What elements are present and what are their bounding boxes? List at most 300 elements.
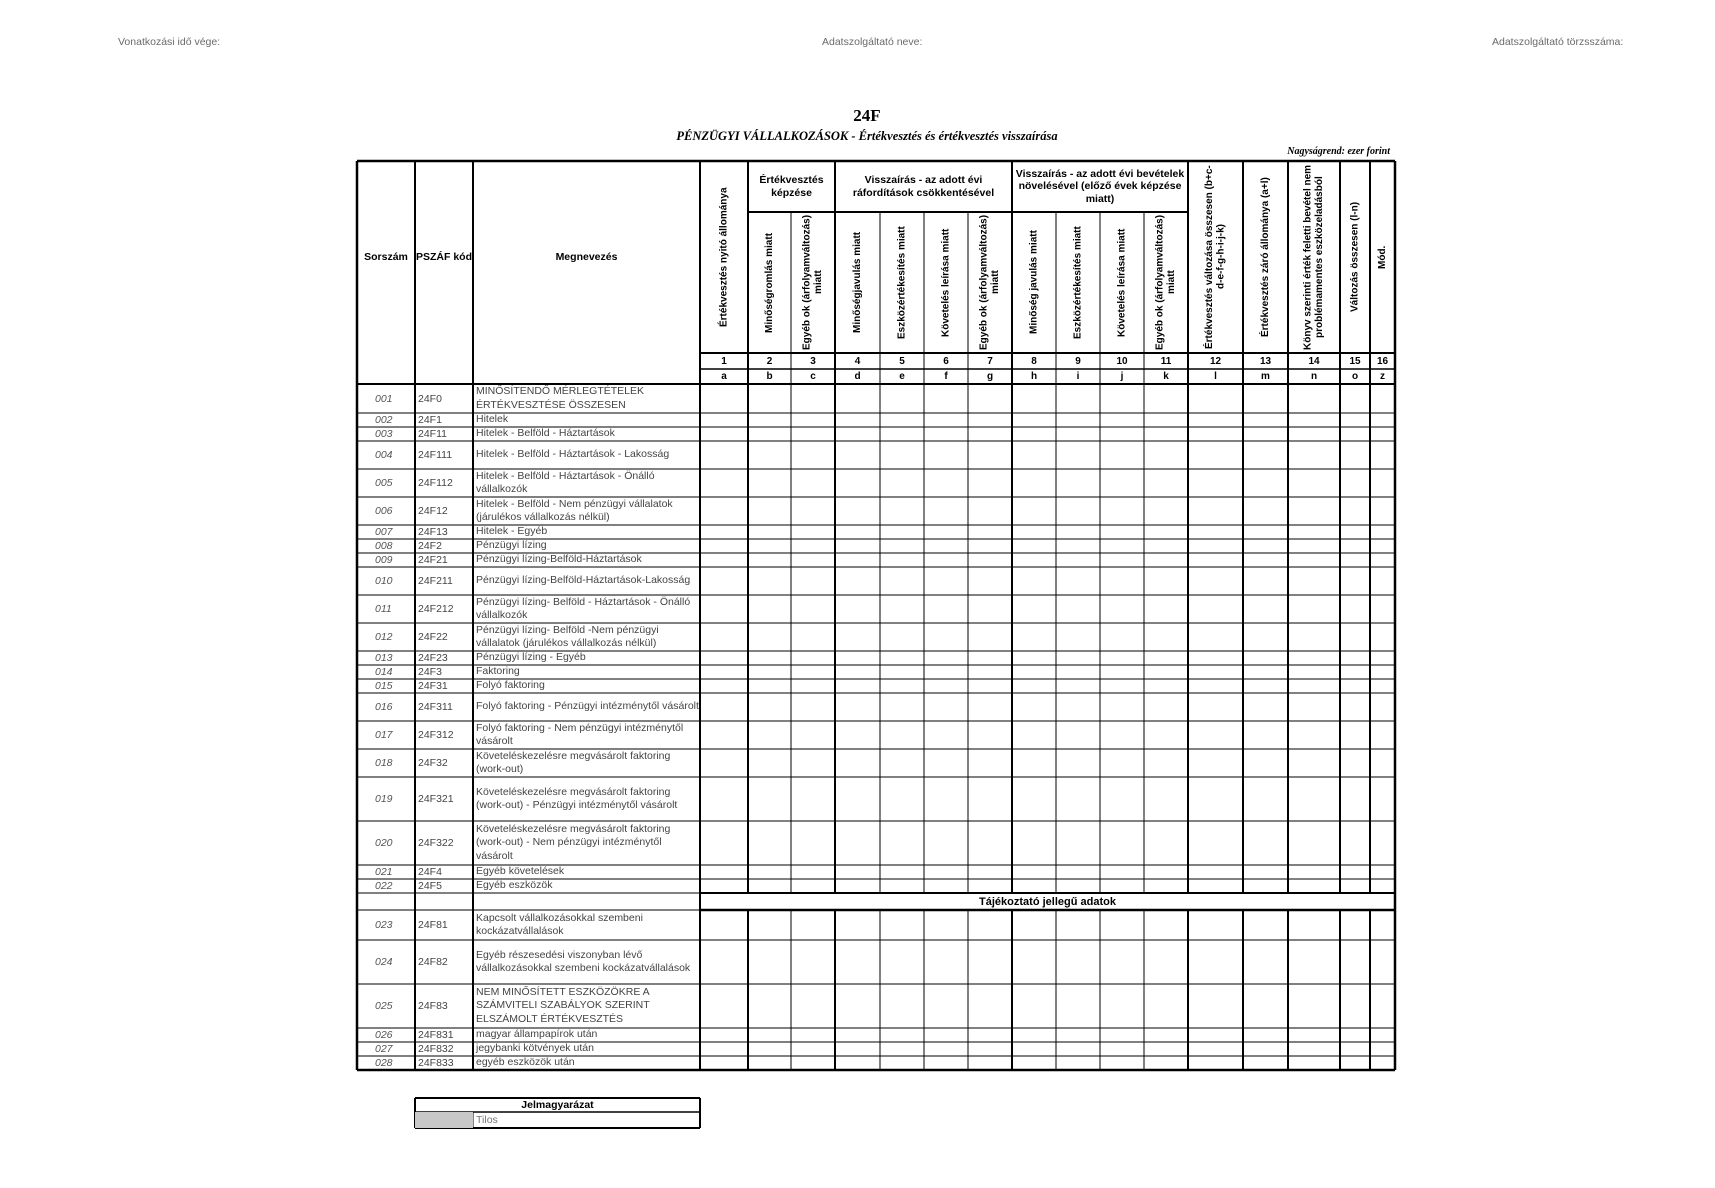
data-cell[interactable] <box>1056 1042 1100 1056</box>
data-cell[interactable] <box>700 413 748 427</box>
data-cell[interactable] <box>1056 721 1100 749</box>
data-cell[interactable] <box>968 665 1012 679</box>
data-cell[interactable] <box>1340 623 1370 651</box>
data-cell[interactable] <box>1288 1056 1340 1070</box>
data-cell[interactable] <box>1243 665 1288 679</box>
data-cell[interactable] <box>1188 384 1243 413</box>
data-cell[interactable] <box>968 595 1012 623</box>
data-cell[interactable] <box>835 427 880 441</box>
data-cell[interactable] <box>791 441 835 469</box>
data-cell[interactable] <box>924 539 968 553</box>
data-cell[interactable] <box>835 525 880 539</box>
data-cell[interactable] <box>924 721 968 749</box>
data-cell[interactable] <box>1370 413 1395 427</box>
data-cell[interactable] <box>880 879 924 893</box>
data-cell[interactable] <box>1370 384 1395 413</box>
data-cell[interactable] <box>835 1042 880 1056</box>
data-cell[interactable] <box>1056 567 1100 595</box>
data-cell[interactable] <box>1012 623 1056 651</box>
data-cell[interactable] <box>1056 441 1100 469</box>
data-cell[interactable] <box>924 427 968 441</box>
data-cell[interactable] <box>700 384 748 413</box>
data-cell[interactable] <box>1188 469 1243 497</box>
data-cell[interactable] <box>1056 865 1100 879</box>
data-cell[interactable] <box>1188 623 1243 651</box>
data-cell[interactable] <box>880 567 924 595</box>
data-cell[interactable] <box>1056 665 1100 679</box>
data-cell[interactable] <box>880 441 924 469</box>
data-cell[interactable] <box>1340 679 1370 693</box>
data-cell[interactable] <box>1243 1056 1288 1070</box>
data-cell[interactable] <box>1340 1028 1370 1042</box>
data-cell[interactable] <box>835 651 880 665</box>
data-cell[interactable] <box>1056 497 1100 525</box>
data-cell[interactable] <box>1340 910 1370 940</box>
data-cell[interactable] <box>835 1056 880 1070</box>
data-cell[interactable] <box>880 940 924 984</box>
data-cell[interactable] <box>1340 525 1370 539</box>
data-cell[interactable] <box>791 821 835 865</box>
data-cell[interactable] <box>1243 984 1288 1028</box>
data-cell[interactable] <box>1188 665 1243 679</box>
data-cell[interactable] <box>700 469 748 497</box>
data-cell[interactable] <box>1340 567 1370 595</box>
data-cell[interactable] <box>880 665 924 679</box>
data-cell[interactable] <box>1370 821 1395 865</box>
data-cell[interactable] <box>1370 984 1395 1028</box>
data-cell[interactable] <box>700 567 748 595</box>
data-cell[interactable] <box>1340 1042 1370 1056</box>
data-cell[interactable] <box>1288 665 1340 679</box>
data-cell[interactable] <box>1340 721 1370 749</box>
data-cell[interactable] <box>924 865 968 879</box>
data-cell[interactable] <box>924 651 968 665</box>
data-cell[interactable] <box>1288 1042 1340 1056</box>
data-cell[interactable] <box>1144 1056 1188 1070</box>
data-cell[interactable] <box>748 427 791 441</box>
data-cell[interactable] <box>924 525 968 539</box>
data-cell[interactable] <box>1243 749 1288 777</box>
data-cell[interactable] <box>1288 623 1340 651</box>
data-cell[interactable] <box>835 865 880 879</box>
data-cell[interactable] <box>1370 749 1395 777</box>
data-cell[interactable] <box>968 1028 1012 1042</box>
data-cell[interactable] <box>1056 384 1100 413</box>
data-cell[interactable] <box>1012 384 1056 413</box>
data-cell[interactable] <box>1012 427 1056 441</box>
data-cell[interactable] <box>748 865 791 879</box>
data-cell[interactable] <box>880 623 924 651</box>
data-cell[interactable] <box>1188 821 1243 865</box>
data-cell[interactable] <box>1288 595 1340 623</box>
data-cell[interactable] <box>1243 553 1288 567</box>
data-cell[interactable] <box>1144 821 1188 865</box>
data-cell[interactable] <box>1144 665 1188 679</box>
data-cell[interactable] <box>1288 679 1340 693</box>
data-cell[interactable] <box>1144 553 1188 567</box>
data-cell[interactable] <box>880 910 924 940</box>
data-cell[interactable] <box>1340 553 1370 567</box>
data-cell[interactable] <box>1056 984 1100 1028</box>
data-cell[interactable] <box>1100 1056 1144 1070</box>
data-cell[interactable] <box>835 441 880 469</box>
data-cell[interactable] <box>1243 1042 1288 1056</box>
data-cell[interactable] <box>1243 940 1288 984</box>
data-cell[interactable] <box>835 469 880 497</box>
data-cell[interactable] <box>880 384 924 413</box>
data-cell[interactable] <box>700 940 748 984</box>
data-cell[interactable] <box>700 1056 748 1070</box>
data-cell[interactable] <box>700 497 748 525</box>
data-cell[interactable] <box>968 721 1012 749</box>
data-cell[interactable] <box>1144 595 1188 623</box>
data-cell[interactable] <box>880 865 924 879</box>
data-cell[interactable] <box>748 623 791 651</box>
data-cell[interactable] <box>968 427 1012 441</box>
data-cell[interactable] <box>924 1028 968 1042</box>
data-cell[interactable] <box>968 413 1012 427</box>
data-cell[interactable] <box>924 595 968 623</box>
data-cell[interactable] <box>1243 693 1288 721</box>
data-cell[interactable] <box>748 525 791 539</box>
data-cell[interactable] <box>700 910 748 940</box>
data-cell[interactable] <box>791 910 835 940</box>
data-cell[interactable] <box>1243 1028 1288 1042</box>
data-cell[interactable] <box>1243 525 1288 539</box>
data-cell[interactable] <box>1188 651 1243 665</box>
data-cell[interactable] <box>880 539 924 553</box>
data-cell[interactable] <box>700 595 748 623</box>
data-cell[interactable] <box>968 553 1012 567</box>
data-cell[interactable] <box>700 1042 748 1056</box>
data-cell[interactable] <box>1188 879 1243 893</box>
data-cell[interactable] <box>1243 469 1288 497</box>
data-cell[interactable] <box>880 469 924 497</box>
data-cell[interactable] <box>1188 413 1243 427</box>
data-cell[interactable] <box>1288 984 1340 1028</box>
data-cell[interactable] <box>1370 1028 1395 1042</box>
data-cell[interactable] <box>924 665 968 679</box>
data-cell[interactable] <box>748 749 791 777</box>
data-cell[interactable] <box>1340 940 1370 984</box>
data-cell[interactable] <box>791 567 835 595</box>
data-cell[interactable] <box>1100 821 1144 865</box>
data-cell[interactable] <box>880 721 924 749</box>
data-cell[interactable] <box>1012 469 1056 497</box>
data-cell[interactable] <box>880 595 924 623</box>
data-cell[interactable] <box>1188 777 1243 821</box>
data-cell[interactable] <box>1144 441 1188 469</box>
data-cell[interactable] <box>748 413 791 427</box>
data-cell[interactable] <box>700 553 748 567</box>
data-cell[interactable] <box>748 595 791 623</box>
data-cell[interactable] <box>1144 879 1188 893</box>
data-cell[interactable] <box>791 940 835 984</box>
data-cell[interactable] <box>1100 651 1144 665</box>
data-cell[interactable] <box>968 567 1012 595</box>
data-cell[interactable] <box>835 384 880 413</box>
data-cell[interactable] <box>1188 553 1243 567</box>
data-cell[interactable] <box>700 721 748 749</box>
data-cell[interactable] <box>835 623 880 651</box>
data-cell[interactable] <box>1012 665 1056 679</box>
data-cell[interactable] <box>924 940 968 984</box>
data-cell[interactable] <box>1370 693 1395 721</box>
data-cell[interactable] <box>700 777 748 821</box>
data-cell[interactable] <box>1370 469 1395 497</box>
data-cell[interactable] <box>1012 679 1056 693</box>
data-cell[interactable] <box>880 1056 924 1070</box>
data-cell[interactable] <box>1370 777 1395 821</box>
data-cell[interactable] <box>1188 910 1243 940</box>
data-cell[interactable] <box>1340 413 1370 427</box>
data-cell[interactable] <box>1100 427 1144 441</box>
data-cell[interactable] <box>968 940 1012 984</box>
data-cell[interactable] <box>748 1042 791 1056</box>
data-cell[interactable] <box>1340 984 1370 1028</box>
data-cell[interactable] <box>1144 384 1188 413</box>
data-cell[interactable] <box>924 749 968 777</box>
data-cell[interactable] <box>924 1042 968 1056</box>
data-cell[interactable] <box>1188 595 1243 623</box>
data-cell[interactable] <box>835 777 880 821</box>
data-cell[interactable] <box>1370 679 1395 693</box>
data-cell[interactable] <box>968 679 1012 693</box>
data-cell[interactable] <box>924 984 968 1028</box>
data-cell[interactable] <box>880 984 924 1028</box>
data-cell[interactable] <box>748 1028 791 1042</box>
data-cell[interactable] <box>1100 441 1144 469</box>
data-cell[interactable] <box>1243 777 1288 821</box>
data-cell[interactable] <box>835 821 880 865</box>
data-cell[interactable] <box>835 984 880 1028</box>
data-cell[interactable] <box>1012 567 1056 595</box>
data-cell[interactable] <box>1056 525 1100 539</box>
data-cell[interactable] <box>1188 1056 1243 1070</box>
data-cell[interactable] <box>791 1042 835 1056</box>
data-cell[interactable] <box>1370 910 1395 940</box>
data-cell[interactable] <box>1056 1056 1100 1070</box>
data-cell[interactable] <box>1370 595 1395 623</box>
data-cell[interactable] <box>924 384 968 413</box>
data-cell[interactable] <box>1056 940 1100 984</box>
data-cell[interactable] <box>1188 693 1243 721</box>
data-cell[interactable] <box>748 665 791 679</box>
data-cell[interactable] <box>1144 679 1188 693</box>
data-cell[interactable] <box>1288 567 1340 595</box>
data-cell[interactable] <box>835 940 880 984</box>
data-cell[interactable] <box>1188 984 1243 1028</box>
data-cell[interactable] <box>1100 595 1144 623</box>
data-cell[interactable] <box>924 469 968 497</box>
data-cell[interactable] <box>1012 525 1056 539</box>
data-cell[interactable] <box>1100 865 1144 879</box>
data-cell[interactable] <box>791 693 835 721</box>
data-cell[interactable] <box>1288 525 1340 539</box>
data-cell[interactable] <box>748 1056 791 1070</box>
data-cell[interactable] <box>1340 821 1370 865</box>
data-cell[interactable] <box>1243 384 1288 413</box>
data-cell[interactable] <box>1288 384 1340 413</box>
data-cell[interactable] <box>1188 525 1243 539</box>
data-cell[interactable] <box>1370 553 1395 567</box>
data-cell[interactable] <box>1288 879 1340 893</box>
data-cell[interactable] <box>880 553 924 567</box>
data-cell[interactable] <box>1288 469 1340 497</box>
data-cell[interactable] <box>700 1028 748 1042</box>
data-cell[interactable] <box>835 693 880 721</box>
data-cell[interactable] <box>791 749 835 777</box>
data-cell[interactable] <box>1188 441 1243 469</box>
data-cell[interactable] <box>1012 865 1056 879</box>
data-cell[interactable] <box>791 553 835 567</box>
data-cell[interactable] <box>748 777 791 821</box>
data-cell[interactable] <box>1288 865 1340 879</box>
data-cell[interactable] <box>791 721 835 749</box>
data-cell[interactable] <box>700 865 748 879</box>
data-cell[interactable] <box>924 441 968 469</box>
data-cell[interactable] <box>1243 865 1288 879</box>
data-cell[interactable] <box>1100 910 1144 940</box>
data-cell[interactable] <box>1243 651 1288 665</box>
data-cell[interactable] <box>1288 413 1340 427</box>
data-cell[interactable] <box>1340 441 1370 469</box>
data-cell[interactable] <box>1056 427 1100 441</box>
data-cell[interactable] <box>880 1042 924 1056</box>
data-cell[interactable] <box>1243 721 1288 749</box>
data-cell[interactable] <box>1012 821 1056 865</box>
data-cell[interactable] <box>791 679 835 693</box>
data-cell[interactable] <box>1370 497 1395 525</box>
data-cell[interactable] <box>1100 413 1144 427</box>
data-cell[interactable] <box>924 623 968 651</box>
data-cell[interactable] <box>1012 777 1056 821</box>
data-cell[interactable] <box>1100 984 1144 1028</box>
data-cell[interactable] <box>968 1056 1012 1070</box>
data-cell[interactable] <box>968 623 1012 651</box>
data-cell[interactable] <box>1144 567 1188 595</box>
data-cell[interactable] <box>924 693 968 721</box>
data-cell[interactable] <box>1056 623 1100 651</box>
data-cell[interactable] <box>1056 469 1100 497</box>
data-cell[interactable] <box>1243 821 1288 865</box>
data-cell[interactable] <box>835 665 880 679</box>
data-cell[interactable] <box>968 441 1012 469</box>
data-cell[interactable] <box>835 595 880 623</box>
data-cell[interactable] <box>835 679 880 693</box>
data-cell[interactable] <box>700 427 748 441</box>
data-cell[interactable] <box>1100 539 1144 553</box>
data-cell[interactable] <box>791 984 835 1028</box>
data-cell[interactable] <box>748 497 791 525</box>
data-cell[interactable] <box>968 469 1012 497</box>
data-cell[interactable] <box>1100 749 1144 777</box>
data-cell[interactable] <box>1340 427 1370 441</box>
data-cell[interactable] <box>880 821 924 865</box>
data-cell[interactable] <box>968 777 1012 821</box>
data-cell[interactable] <box>1144 1042 1188 1056</box>
data-cell[interactable] <box>1243 539 1288 553</box>
data-cell[interactable] <box>1100 623 1144 651</box>
data-cell[interactable] <box>1144 413 1188 427</box>
data-cell[interactable] <box>1370 721 1395 749</box>
data-cell[interactable] <box>924 777 968 821</box>
data-cell[interactable] <box>1100 1028 1144 1042</box>
data-cell[interactable] <box>1100 940 1144 984</box>
data-cell[interactable] <box>1144 749 1188 777</box>
data-cell[interactable] <box>924 821 968 865</box>
data-cell[interactable] <box>1144 984 1188 1028</box>
data-cell[interactable] <box>1144 469 1188 497</box>
data-cell[interactable] <box>748 553 791 567</box>
data-cell[interactable] <box>791 384 835 413</box>
data-cell[interactable] <box>1144 721 1188 749</box>
data-cell[interactable] <box>1288 553 1340 567</box>
data-cell[interactable] <box>791 1028 835 1042</box>
data-cell[interactable] <box>968 651 1012 665</box>
data-cell[interactable] <box>880 693 924 721</box>
data-cell[interactable] <box>880 525 924 539</box>
data-cell[interactable] <box>1188 940 1243 984</box>
data-cell[interactable] <box>1370 651 1395 665</box>
data-cell[interactable] <box>968 539 1012 553</box>
data-cell[interactable] <box>968 984 1012 1028</box>
data-cell[interactable] <box>1012 1042 1056 1056</box>
data-cell[interactable] <box>880 651 924 665</box>
data-cell[interactable] <box>1100 665 1144 679</box>
data-cell[interactable] <box>1188 1028 1243 1042</box>
data-cell[interactable] <box>1243 567 1288 595</box>
data-cell[interactable] <box>791 665 835 679</box>
data-cell[interactable] <box>700 539 748 553</box>
data-cell[interactable] <box>1188 749 1243 777</box>
data-cell[interactable] <box>968 821 1012 865</box>
data-cell[interactable] <box>1288 721 1340 749</box>
data-cell[interactable] <box>1012 413 1056 427</box>
data-cell[interactable] <box>1370 427 1395 441</box>
data-cell[interactable] <box>1056 749 1100 777</box>
data-cell[interactable] <box>1056 413 1100 427</box>
data-cell[interactable] <box>1012 651 1056 665</box>
data-cell[interactable] <box>791 539 835 553</box>
data-cell[interactable] <box>1288 777 1340 821</box>
data-cell[interactable] <box>748 693 791 721</box>
data-cell[interactable] <box>1012 879 1056 893</box>
data-cell[interactable] <box>968 525 1012 539</box>
data-cell[interactable] <box>1370 1042 1395 1056</box>
data-cell[interactable] <box>700 679 748 693</box>
data-cell[interactable] <box>1243 427 1288 441</box>
data-cell[interactable] <box>968 879 1012 893</box>
data-cell[interactable] <box>1012 1028 1056 1042</box>
data-cell[interactable] <box>1288 651 1340 665</box>
data-cell[interactable] <box>1340 469 1370 497</box>
data-cell[interactable] <box>880 679 924 693</box>
data-cell[interactable] <box>1012 595 1056 623</box>
data-cell[interactable] <box>924 497 968 525</box>
data-cell[interactable] <box>1144 940 1188 984</box>
data-cell[interactable] <box>791 777 835 821</box>
data-cell[interactable] <box>748 910 791 940</box>
data-cell[interactable] <box>700 821 748 865</box>
data-cell[interactable] <box>1243 497 1288 525</box>
data-cell[interactable] <box>748 441 791 469</box>
data-cell[interactable] <box>1100 384 1144 413</box>
data-cell[interactable] <box>1056 693 1100 721</box>
data-cell[interactable] <box>835 497 880 525</box>
data-cell[interactable] <box>1012 1056 1056 1070</box>
data-cell[interactable] <box>1056 651 1100 665</box>
